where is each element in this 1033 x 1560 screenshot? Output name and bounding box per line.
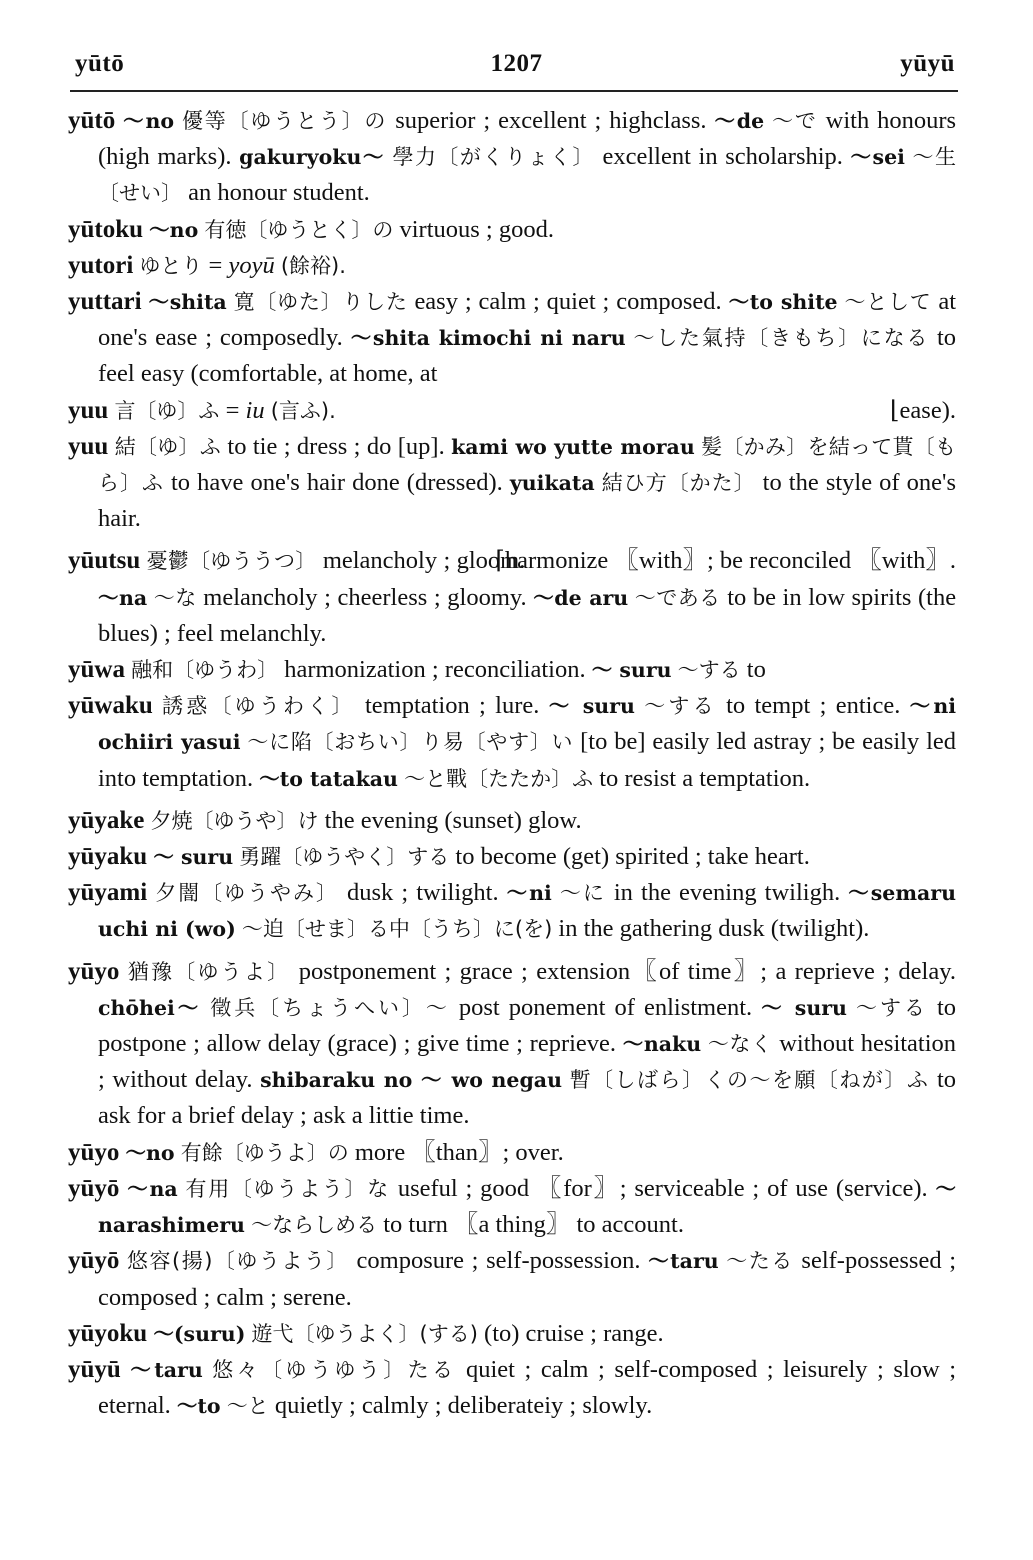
romaji-phrase: ～ suru <box>153 845 234 870</box>
dictionary-entry <box>68 248 956 284</box>
romaji-phrase: ～no <box>123 109 175 133</box>
english-gloss: [to be] easily led astray ; be easily led into temptation. <box>98 728 957 792</box>
japanese-text: 寛〔ゆた〕りした <box>233 290 408 315</box>
line-continuation: ⌊ease). <box>890 396 956 424</box>
dictionary-entry <box>68 1316 956 1352</box>
japanese-text: ～に陷〔おちい〕り易〔やす〕い <box>247 730 574 755</box>
headword: yuttari <box>68 288 142 316</box>
japanese-text: 學力〔がくりょく〕 <box>392 145 595 170</box>
english-gloss: to turn 〖a thing〗 to account. <box>383 1211 684 1239</box>
romaji-phrase: ～na <box>127 1176 178 1201</box>
romaji-phrase: ～de <box>714 109 765 133</box>
headword: yuu <box>68 396 109 424</box>
dictionary-entry <box>68 212 956 248</box>
romaji-phrase: ～no <box>149 217 199 242</box>
japanese-text: (言ふ). <box>270 398 336 423</box>
japanese-text: 憂鬱〔ゆううつ〕 <box>146 549 317 574</box>
dictionary-entry <box>68 875 956 947</box>
romaji-phrase: ～ni <box>506 881 552 906</box>
japanese-text: 暫〔しばら〕くの～を願〔ねが〕ふ <box>569 1068 930 1093</box>
english-gloss: in the gathering dusk (twilight). <box>558 915 870 943</box>
english-gloss: superior ; excellent ; highclass. <box>395 107 707 134</box>
romaji-phrase: kami wo yutte morau <box>451 434 695 459</box>
romaji-phrase: ～naku <box>622 1032 702 1057</box>
headword: yuu <box>68 432 109 460</box>
romaji-phrase: ～semaru uchi ni (wo) <box>98 881 956 942</box>
headword: yūtoku <box>68 215 144 243</box>
japanese-text: 優等〔ゆうとう〕の <box>182 109 388 133</box>
japanese-text: 融和〔ゆうわ〕 <box>131 658 279 683</box>
japanese-text: 悠容(揚)〔ゆうよう〕 <box>127 1249 349 1274</box>
romaji-phrase: ～taru <box>130 1357 203 1382</box>
dictionary-entry <box>68 103 956 212</box>
romaji-phrase: ～(suru) <box>153 1321 246 1346</box>
english-gloss: the evening (sunset) glow. <box>324 806 582 834</box>
dictionary-entry <box>68 954 956 1135</box>
english-gloss: harmonization ; reconciliation. <box>284 656 586 684</box>
english-gloss: to be in low spirits (the blues) ; feel melanchly. <box>98 583 957 647</box>
dictionary-entry <box>68 1171 956 1243</box>
japanese-text: 遊弋〔ゆうよく〕(する) <box>251 1321 478 1346</box>
dictionary-entry <box>68 393 956 429</box>
romaji-phrase: shibaraku no ～ wo negau <box>260 1068 562 1093</box>
japanese-text: ～する <box>644 694 717 719</box>
english-gloss: useful ; good 〖for〗; serviceable ; of use (service). <box>397 1174 928 1202</box>
japanese-text: ～する <box>677 658 741 683</box>
japanese-text: ～する <box>856 995 928 1020</box>
japanese-text: ～と <box>226 1394 269 1419</box>
dictionary-entry <box>68 429 956 538</box>
japanese-text: 勇躍〔ゆうやく〕する <box>239 845 450 870</box>
japanese-text: 有餘〔ゆうよ〕の <box>180 1140 349 1165</box>
english-gloss: self-possessed ; composed ; calm ; serene. <box>98 1247 957 1311</box>
header-rule <box>70 90 958 92</box>
english-gloss: without hesitation ; without delay. <box>98 1030 957 1094</box>
japanese-text: 有用〔ゆうよう〕な <box>185 1176 390 1201</box>
english-gloss: to feel easy (comfortable, at home, at <box>98 324 957 388</box>
headword: yūutsu <box>68 547 141 575</box>
english-gloss: to resist a temptation. <box>599 764 811 792</box>
english-gloss: post ponement of enlistment. <box>458 993 753 1021</box>
japanese-text: 夕闇〔ゆうやみ〕 <box>155 881 339 906</box>
english-gloss: to <box>746 656 766 684</box>
headword: yutori <box>68 251 134 279</box>
japanese-text: 結ひ方〔かた〕 <box>601 471 756 496</box>
headword: yūyū <box>68 1355 121 1383</box>
romaji-phrase: yuikata <box>509 471 595 496</box>
headword: yūyo <box>68 1138 120 1166</box>
japanese-text: ～生〔せい〕 <box>98 145 957 206</box>
japanese-text: 猶豫〔ゆうよ〕 <box>127 959 291 984</box>
english-gloss: quietly ; calmly ; deliberateiy ; slowly. <box>274 1392 653 1420</box>
japanese-text: 言〔ゆ〕ふ <box>114 398 220 423</box>
english-gloss: dusk ; twilight. <box>346 879 499 907</box>
romaji-phrase: ～narashimeru <box>98 1176 956 1238</box>
japanese-text: ～と戰〔たたか〕ふ <box>404 766 594 791</box>
dictionary-entry <box>68 839 956 875</box>
dictionary-entry <box>68 1352 956 1424</box>
japanese-text: ～に <box>559 881 606 906</box>
japanese-text: ゆとり <box>139 253 203 278</box>
japanese-text: ～な <box>153 585 197 610</box>
line-continuation: ⌈harmonize 〖with〗; be reconciled 〖with〗. <box>495 547 956 575</box>
japanese-text: (餘裕). <box>280 253 346 278</box>
romaji-phrase: ～taru <box>648 1249 719 1274</box>
running-head-left: yūtō <box>75 50 125 77</box>
english-gloss: to tie ; dress ; do [up]. <box>227 432 445 460</box>
japanese-text: 誘惑〔ゆうわく〕 <box>162 694 356 719</box>
japanese-text: ～たる <box>726 1249 794 1274</box>
headword: yūwa <box>68 656 125 684</box>
page-number: 1207 <box>490 50 543 77</box>
japanese-text: ～である <box>634 585 721 610</box>
japanese-text: 結〔ゆ〕ふ <box>114 434 222 459</box>
romaji-phrase: ～ suru <box>761 995 847 1020</box>
dictionary-entry <box>68 688 956 797</box>
headword: yūyo <box>68 957 120 985</box>
japanese-text: ～ならしめる <box>251 1213 378 1238</box>
english-gloss: in the evening twiligh. <box>613 879 841 907</box>
japanese-text: 夕焼〔ゆうや〕け <box>150 808 319 833</box>
dictionary-entry <box>68 1135 956 1171</box>
romaji-phrase: ～sei <box>850 145 905 170</box>
english-gloss: to become (get) spirited ; take heart. <box>455 843 810 871</box>
english-gloss: (to) cruise ; range. <box>484 1319 664 1347</box>
english-gloss: melancholy ; cheerless ; gloomy. <box>203 583 527 611</box>
headword: yūwaku <box>68 692 153 720</box>
japanese-text: 徵兵〔ちょうへい〕～ <box>210 995 450 1020</box>
headword: yūyaku <box>68 843 148 871</box>
romaji-phrase: ～ni ochiiri yasui <box>98 694 957 755</box>
english-gloss: to the style of one's hair. <box>98 469 957 533</box>
romaji-phrase: chōhei～ <box>98 995 202 1020</box>
english-gloss: with honours (high marks). <box>98 107 957 171</box>
headword: yūyami <box>68 879 148 907</box>
romaji-phrase: ～shita kimochi ni naru <box>350 326 626 351</box>
english-gloss: more 〖than〗; over. <box>354 1138 564 1166</box>
headword: yūyake <box>68 806 145 834</box>
japanese-text: 髪〔かみ〕を結って貰〔もら〕ふ <box>98 434 957 496</box>
english-gloss: to postpone ; allow delay (grace) ; give time ; reprieve. <box>98 993 957 1058</box>
romaji-phrase: ～no <box>125 1140 175 1165</box>
italic-reference: yoyū <box>228 251 275 279</box>
running-head-right: yūyū <box>900 50 955 77</box>
english-gloss: = <box>208 251 223 279</box>
english-gloss: temptation ; lure. <box>364 692 540 720</box>
headword: yūyō <box>68 1247 120 1275</box>
english-gloss: composure ; self-possession. <box>356 1247 641 1275</box>
romaji-phrase: ～to shite <box>728 290 838 315</box>
english-gloss: virtuous ; good. <box>399 215 554 243</box>
japanese-text: 有徳〔ゆうとく〕の <box>204 217 394 242</box>
romaji-phrase: ～ suru <box>548 694 635 719</box>
japanese-text: ～なく <box>707 1032 773 1057</box>
romaji-phrase: gakuryoku～ <box>239 145 385 170</box>
japanese-text: ～として <box>844 290 932 315</box>
english-gloss: quiet ; calm ; self-composed ; leisurely ; slow ; eternal. <box>98 1355 957 1420</box>
english-gloss: postponement ; grace ; extension〖of time〗; a reprieve ; delay. <box>298 957 957 985</box>
headword: yūtō <box>68 107 116 134</box>
english-gloss: easy ; calm ; quiet ; composed. <box>414 288 722 316</box>
english-gloss: excellent in scholarship. <box>602 143 843 171</box>
dictionary-entry <box>68 284 956 393</box>
english-gloss: an honour student. <box>188 179 370 207</box>
english-gloss: = <box>225 396 240 424</box>
english-gloss: melancholy ; gloom. <box>322 547 526 575</box>
romaji-phrase: ～to tatakau <box>259 766 398 791</box>
entry-list <box>68 103 956 1424</box>
romaji-phrase: ～na <box>98 585 148 610</box>
italic-reference: iu <box>245 396 265 424</box>
headword: yūyō <box>68 1174 120 1202</box>
japanese-text: ～で <box>772 109 818 133</box>
english-gloss: to tempt ; entice. <box>726 692 901 720</box>
romaji-phrase: ～de aru <box>533 585 629 610</box>
dictionary-entry <box>68 543 956 652</box>
japanese-text: ～迫〔せま〕る中〔うち〕に(を) <box>241 917 553 942</box>
headword: yūyoku <box>68 1319 148 1347</box>
dictionary-entry <box>68 652 956 688</box>
english-gloss: at one's ease ; composedly. <box>98 288 957 352</box>
romaji-phrase: ～to <box>176 1394 221 1419</box>
dictionary-entry <box>68 803 956 839</box>
romaji-phrase: ～shita <box>148 290 227 315</box>
english-gloss: to ask for a brief delay ; ask a littie time. <box>98 1066 957 1130</box>
english-gloss: to have one's hair done (dressed). <box>171 469 503 497</box>
romaji-phrase: ～ suru <box>591 658 672 683</box>
japanese-text: ～した氣持〔きもち〕になる <box>633 326 930 351</box>
japanese-text: 悠々〔ゆうゆう〕たる <box>212 1357 457 1382</box>
dictionary-entry <box>68 1243 956 1315</box>
